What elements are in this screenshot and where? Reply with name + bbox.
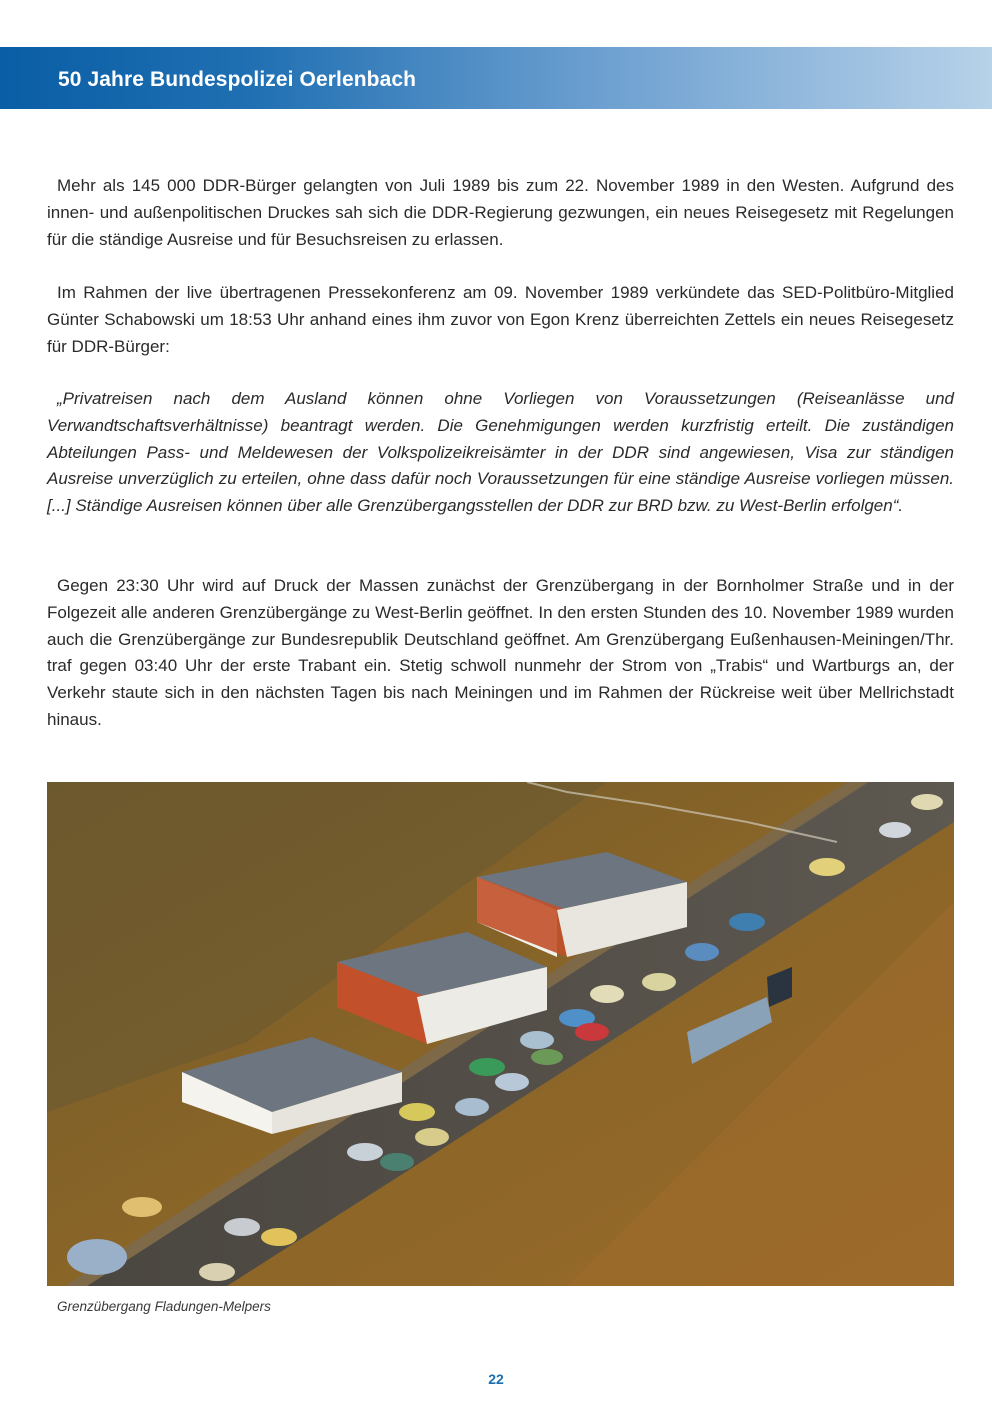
paragraph-border-opening: Gegen 23:30 Uhr wird auf Druck der Massen zunächst der Grenzübergang in der Bornholmer Straße und in der Folgezeit alle anderen Grenzübergänge zu West-Berlin geöffnet. In den ersten Stunden des 10. November 1989 wurden auch die Grenzübergänge zur Bundesrepublik Deutschland geöffnet. Am Grenzübergang Eußenhausen-Meiningen/Thr. traf gegen 03:40 Uhr der erste Trabant ein. Stetig schwoll nunmehr der Strom von „Trabis“ und Wartburgs an, der Verkehr staute sich in den nächsten Tagen bis nach Meiningen und im Rahmen der Rückreise weit über Mellrichstadt hinaus. [47,576,954,729]
header-title: 50 Jahre Bundespolizei Oerlenbach [58,68,417,91]
paragraph-press-conference: Im Rahmen der live übertragenen Pressekonferenz am 09. November 1989 verkündete das SED-Politbüro-Mitglied Günter Schabowski um 18:53 Uhr anhand eines ihm zuvor von Egon Krenz überreichten Zettels ein neues Reisegesetz für DDR-Bürger: [47,283,954,356]
aerial-photo-illustration [47,782,954,1286]
border-crossing-photo [47,782,954,1286]
page-number: 22 [488,1371,504,1387]
header-band [0,47,992,109]
paragraph-quote: „Privatreisen nach dem Ausland können ohne Vorliegen von Voraussetzungen (Reiseanlässe und Verwandtschaftsverhältnisse) beantragt werden. Die Genehmigungen werden kurzfristig erteilt. Die zuständigen Abteilungen Pass- und Meldewesen der Volkspolizeikreisämter in der DDR sind angewiesen, Visa zur ständigen Ausreise unverzüglich zu erteilen, ohne dass dafür noch Voraussetzungen für eine ständige Ausreise vorliegen müssen. [...] Ständige Ausreisen können über alle Grenzübergangsstellen der DDR zur BRD bzw. zu West-Berlin erfolgen“. [47,389,954,516]
paragraph-intro: Mehr als 145 000 DDR-Bürger gelangten von Juli 1989 bis zum 22. November 1989 in den Westen. Aufgrund des innen- und außenpolitischen Druckes sah sich die DDR-Regierung gezwungen, ein neues Reisegesetz mit Regelungen für die ständige Ausreise und für Besuchsreisen zu erlassen. [47,176,954,249]
photo-caption: Grenzübergang Fladungen-Melpers [57,1299,271,1314]
